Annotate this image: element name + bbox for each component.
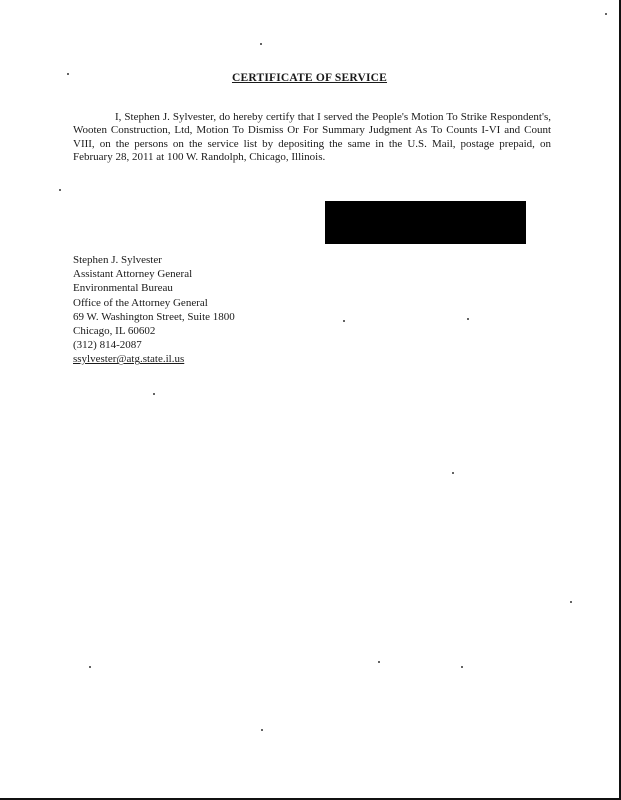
scan-speck [378,661,380,663]
certificate-body: I, Stephen J. Sylvester, do hereby certify that I served the People's Motion To Strike Respondent's, Wooten Construction, Ltd, Motion To Dismiss Or For Summary Judgment As To Counts I-VI and Count VIII, on the persons on the service list by depositing the same in the U.S. Mail, postage prepaid, on February 28, 2011 at 100 W. Randolph, Chicago, Illinois. [73,111,551,164]
signer-bureau: Environmental Bureau [73,282,173,295]
scan-speck [343,320,345,322]
scan-speck [261,729,263,731]
scan-speck [570,601,572,603]
signer-street-address: 69 W. Washington Street, Suite 1800 [73,310,235,323]
scan-speck [461,666,463,668]
signer-city: Chicago, IL 60602 [73,325,156,338]
certificate-title: CERTIFICATE OF SERVICE [231,72,388,84]
scan-speck [89,666,91,668]
scan-speck [260,43,262,45]
signer-name: Stephen J. Sylvester [73,254,162,266]
signer-email-link[interactable]: ssylvester@atg.state.il.us [73,353,185,366]
scan-speck [59,189,61,191]
scan-speck [67,73,69,75]
signature-redaction-box [325,201,526,244]
scan-speck [153,393,155,395]
signature-block [73,253,235,367]
scan-speck [605,13,607,15]
scan-speck [467,318,469,320]
scan-speck [452,472,454,474]
signer-position: Assistant Attorney General [73,268,193,281]
signer-phone: (312) 814-2087 [73,339,142,352]
signer-office: Office of the Attorney General [73,296,208,309]
